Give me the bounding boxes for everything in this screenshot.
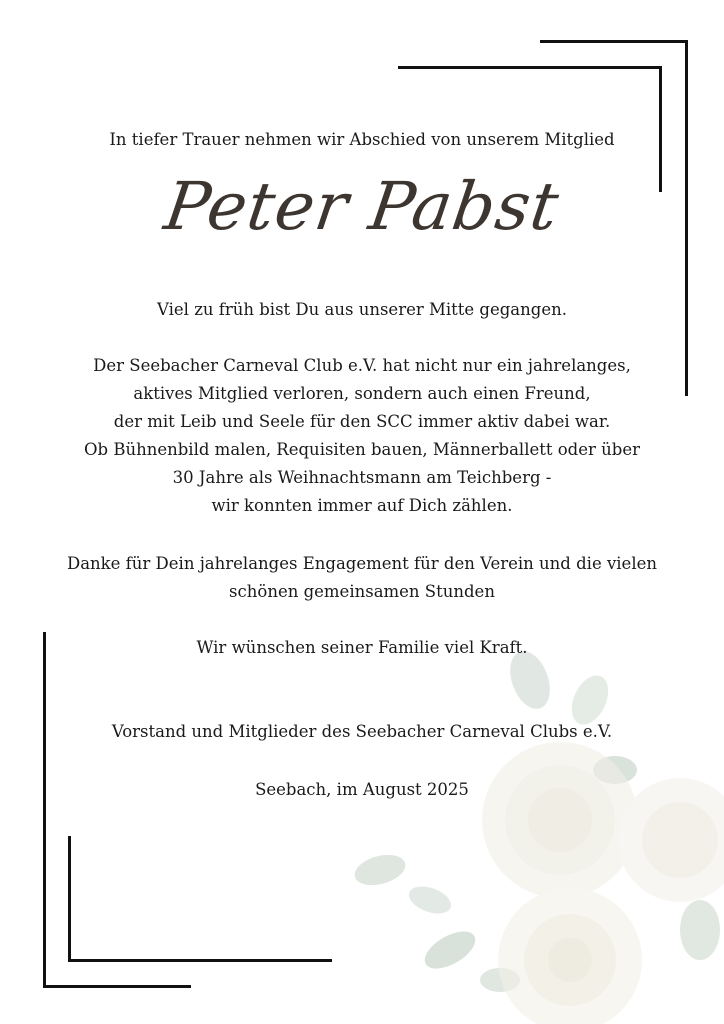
tribute-paragraph bbox=[0, 352, 724, 520]
tribute-line: Ob Bühnenbild malen, Requisiten bauen, Männerballett oder über bbox=[84, 440, 640, 459]
frame-bottom-inner-vertical bbox=[68, 836, 71, 962]
intro-text: In tiefer Trauer nehmen wir Abschied von unserem Mitglied bbox=[109, 130, 615, 149]
frame-bottom-inner-horizontal bbox=[68, 959, 332, 962]
tribute-line: wir konnten immer auf Dich zählen. bbox=[211, 496, 513, 515]
deceased-name: Peter Pabst bbox=[160, 168, 564, 245]
thanks-paragraph bbox=[0, 550, 724, 606]
tribute-line: Der Seebacher Carneval Club e.V. hat nicht nur ein jahrelanges, bbox=[93, 356, 631, 375]
thanks-line: Danke für Dein jahrelanges Engagement für den Verein und die vielen bbox=[66, 554, 657, 573]
wishes-text: Wir wünschen seiner Familie viel Kraft. bbox=[196, 638, 528, 657]
tribute-line: der mit Leib und Seele für den SCC immer aktiv dabei war. bbox=[113, 412, 611, 431]
frame-top-outer-horizontal bbox=[540, 40, 688, 43]
tribute-line: 30 Jahre als Weihnachtsmann am Teichberg - bbox=[172, 468, 552, 487]
thanks-line: schönen gemeinsamen Stunden bbox=[229, 582, 495, 601]
place-date-text: Seebach, im August 2025 bbox=[255, 780, 469, 799]
frame-bottom-outer-vertical bbox=[43, 632, 46, 988]
frame-top-inner-horizontal bbox=[398, 66, 662, 69]
signature-text: Vorstand und Mitglieder des Seebacher Carneval Clubs e.V. bbox=[111, 722, 613, 741]
tribute-line: aktives Mitglied verloren, sondern auch einen Freund, bbox=[133, 384, 591, 403]
roses-decoration bbox=[340, 650, 724, 1024]
farewell-text: Viel zu früh bist Du aus unserer Mitte gegangen. bbox=[157, 300, 567, 319]
frame-bottom-outer-horizontal bbox=[43, 985, 191, 988]
